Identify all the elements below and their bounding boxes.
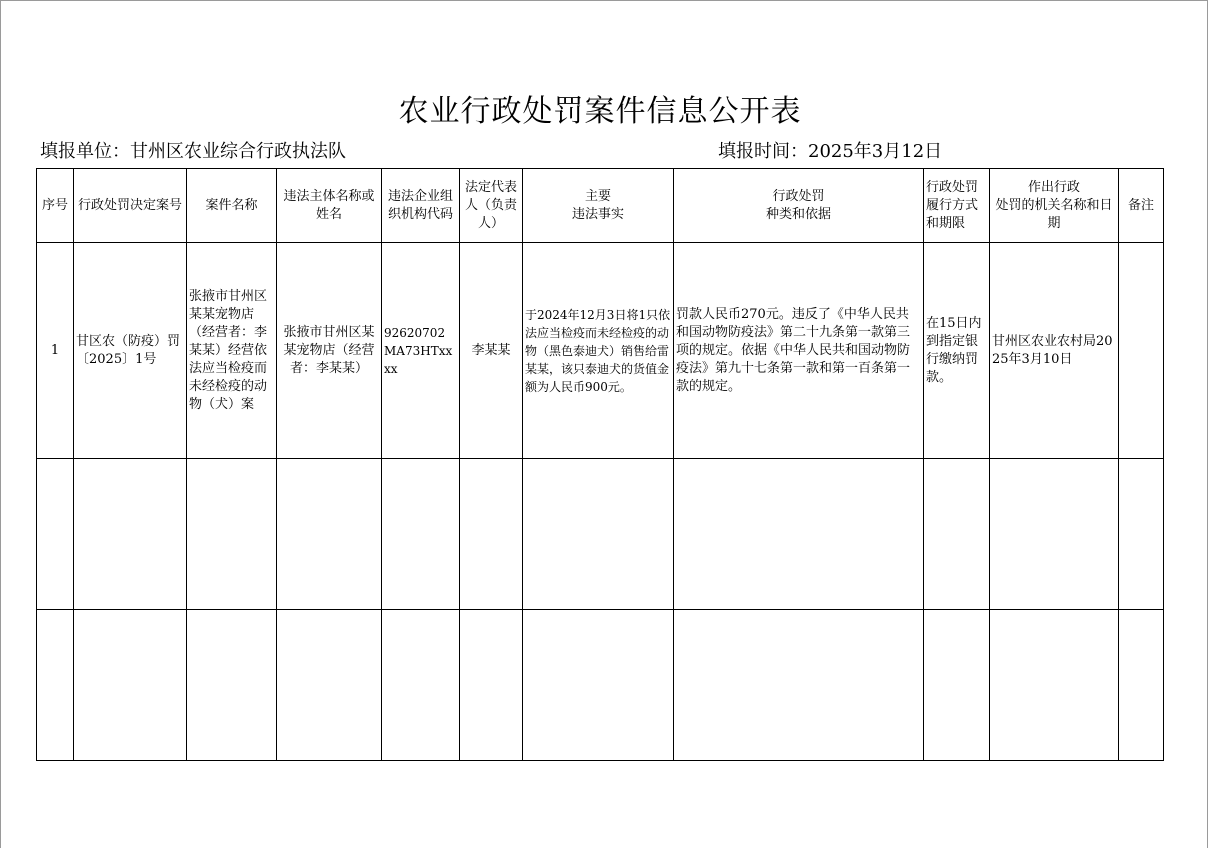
empty-cell: [1119, 610, 1164, 761]
reporting-unit: 填报单位：甘州区农业综合行政执法队: [40, 141, 346, 162]
empty-cell: [990, 459, 1119, 610]
cell-penalty: 罚款人民币270元。违反了《中华人民共和国动物防疫法》第二十九条第一款第三项的规定。依据《中华人民共和国动物防疫法》第九十七条第一款和第一百条第一款的规定。: [674, 243, 924, 459]
empty-cell: [37, 610, 74, 761]
empty-cell: [674, 459, 924, 610]
empty-cell: [187, 610, 277, 761]
empty-cell: [277, 459, 382, 610]
header-legal-rep: 法定代表人（负责人）: [460, 169, 523, 243]
empty-cell: [382, 459, 460, 610]
empty-cell: [523, 459, 674, 610]
cell-org-code: 92620702MA73HTxxxx: [382, 243, 460, 459]
reporting-date: 填报时间：2025年3月12日: [718, 141, 943, 162]
empty-cell: [460, 459, 523, 610]
empty-cell: [37, 459, 74, 610]
cell-execution: 在15日内到指定银行缴纳罚款。: [924, 243, 990, 459]
empty-cell: [74, 459, 187, 610]
table-row-empty: [37, 610, 1164, 761]
cell-facts: 于2024年12月3日将1只依法应当检疫而未经检疫的动物（黑色泰迪犬）销售给雷某某，该只泰迪犬的货值金额为人民币900元。: [523, 243, 674, 459]
cell-party-name: 张掖市甘州区某某宠物店（经营者：李某某）: [277, 243, 382, 459]
header-execution: 行政处罚履行方式和期限: [924, 169, 990, 243]
empty-cell: [277, 610, 382, 761]
empty-cell: [523, 610, 674, 761]
table-header-row: [37, 169, 1164, 243]
header-seq: 序号: [37, 169, 74, 243]
header-authority: 作出行政 处罚的机关名称和日期: [990, 169, 1119, 243]
header-facts: 主要 违法事实: [523, 169, 674, 243]
empty-cell: [187, 459, 277, 610]
empty-cell: [460, 610, 523, 761]
empty-cell: [924, 459, 990, 610]
empty-cell: [990, 610, 1119, 761]
header-case-name: 案件名称: [187, 169, 277, 243]
empty-cell: [74, 610, 187, 761]
header-party-name: 违法主体名称或姓名: [277, 169, 382, 243]
header-penalty: 行政处罚 种类和依据: [674, 169, 924, 243]
header-remark: 备注: [1119, 169, 1164, 243]
penalty-info-table: [36, 168, 1164, 761]
table-row: [37, 243, 1164, 459]
empty-cell: [382, 610, 460, 761]
cell-authority: 甘州区农业农村局2025年3月10日: [990, 243, 1119, 459]
table-row-empty: [37, 459, 1164, 610]
cell-legal-rep: 李某某: [460, 243, 523, 459]
empty-cell: [1119, 459, 1164, 610]
cell-decision-no: 甘区农（防疫）罚〔2025〕1号: [74, 243, 187, 459]
header-org-code: 违法企业组织机构代码: [382, 169, 460, 243]
page-title: 农业行政处罚案件信息公开表: [398, 94, 802, 129]
header-decision-no: 行政处罚决定案号: [74, 169, 187, 243]
cell-case-name: 张掖市甘州区某某宠物店（经营者：李某某）经营依法应当检疫而未经检疫的动物（犬）案: [187, 243, 277, 459]
empty-cell: [924, 610, 990, 761]
cell-remark: [1119, 243, 1164, 459]
cell-seq: 1: [37, 243, 74, 459]
empty-cell: [674, 610, 924, 761]
